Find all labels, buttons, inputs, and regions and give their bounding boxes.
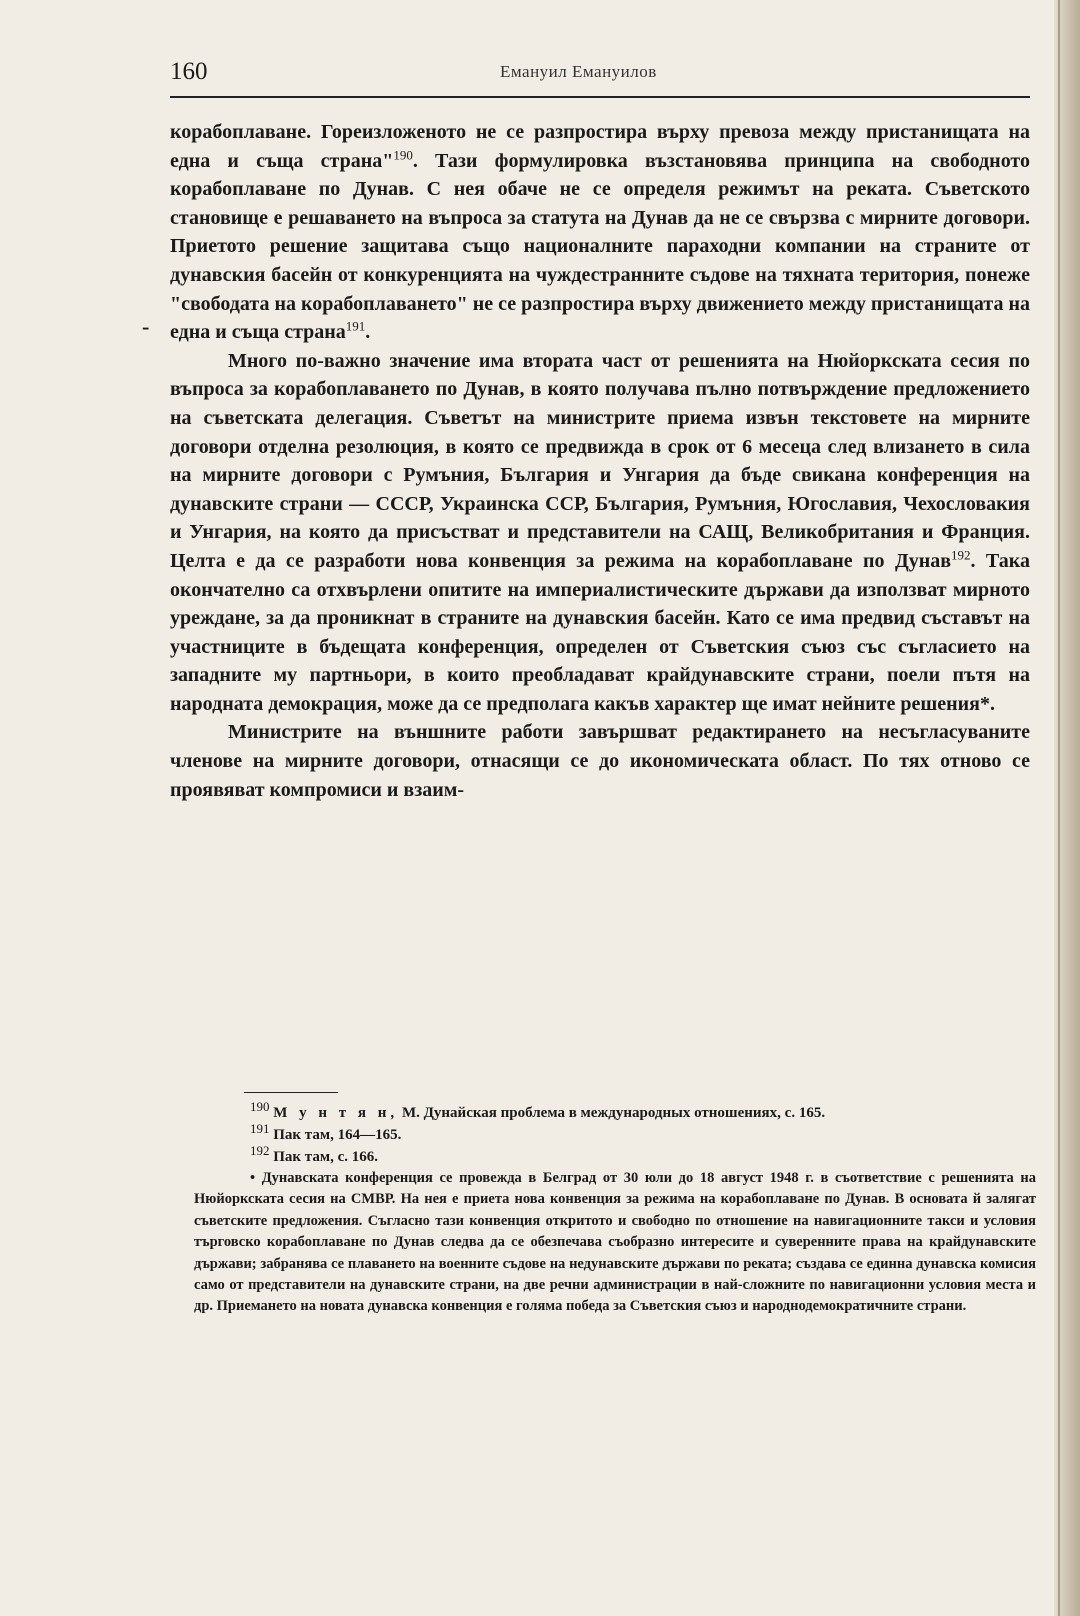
page-header <box>170 52 1030 98</box>
footnote-number-191: 191 <box>250 1121 270 1136</box>
footnote-ref-191: 191 <box>345 318 366 334</box>
footnote-number-192: 192 <box>250 1143 270 1158</box>
paragraph-2 <box>170 347 1030 719</box>
footnote-192-text: Пак там, с. 166. <box>269 1149 378 1165</box>
paragraph-3: Министрите на външните работи завършват редактирането на несъгласуваните членове на мирните договори, отнасящи се до икономическата област. По тях отново се проявяват компромиси и взаим- <box>170 721 1030 801</box>
p1-text-a: корабоплаване. Гореизложеното не се разпростира върху превоза между пристанищата на една и съща страна" <box>170 121 1030 172</box>
footnotes <box>194 1099 1036 1318</box>
footnote-191 <box>194 1121 1036 1146</box>
running-head: Емануил Емануилов <box>500 62 657 81</box>
footnote-190-text: М. Дунайская проблема в международных отношениях, с. 165. <box>398 1105 826 1121</box>
footnote-star: • Дунавската конференция се провежда в Белград от 30 юли до 18 август 1948 г. в съответствие с решенията на Нюйоркската сесия на СМВР. На нея е приета нова конвенция за режима на корабоплаване по Дунав. В основата й залягат съветските предложения. Съгласно тази конвенция откритото и свободно по отношение на навигационните такси и условия търговско корабоплаване по Дунав следва да се обезпечава съобразно интересите и суверенните права на крайдунавските държави; забранява се плаването на военните съдове на недунавските държави по реката; създава се единна дунавска комисия само от представители на дунавските страни, на две речни администрации в най-сложните по навигационни условия места и др. Приемането на новата дунавска конвенция е голяма победа за Съветския съюз и народнодемократичните страни. <box>194 1170 1036 1315</box>
main-text <box>170 118 1030 804</box>
footnote-190-author: М у н т я н, <box>273 1105 399 1121</box>
footnote-ref-192: 192 <box>951 547 971 563</box>
footnote-192 <box>194 1143 1036 1168</box>
p1-text-c: . <box>365 321 371 344</box>
p1-text-b: . Тази формулировка възстановява принципа на свободното корабоплаване по Дунав. С нея обаче не се определя режимът на реката. Съветското становище е решаването на въпроса за статута на Дунав да не се свързва с мирните договори. Приетото решение защитава също националните параходни компании на страните от дунавския басейн от конкуренцията на чуждестранните съдове на тяхната територия, понеже "свободата на корабоплаването" не се разпростира върху движението между пристанищата на една и съща страна <box>170 149 1030 344</box>
footnote-number-190: 190 <box>250 1099 270 1114</box>
footnote-rule <box>244 1092 338 1093</box>
footnote-190 <box>194 1099 1036 1124</box>
footnote-191-text: Пак там, 164—165. <box>269 1127 402 1143</box>
footnote-ref-190: 190 <box>393 146 413 162</box>
p2-text-a: Много по-важно значение има втората част от решенията на Нюйоркската сесия по въпроса за корабоплаването по Дунав, в която получава пълно потвърждение предложението на съветската делегация. Съветът на министрите приема извън текстовете на мирните договори отделна резолюция, в която се предвижда в срок от 6 месеца след влизането в сила на мирните договори с Румъния, България и Унгария да бъде свикана конференция на дунавските страни — СССР, Украинска ССР, България, Румъния, Югославия, Чехословакия и Унгария, на която да присъстват и представители на САЩ, Великобритания и Франция. Целта е да се разработи нова конвенция за режима на корабоплаване по Дунав <box>170 349 1030 572</box>
page-number: 160 <box>170 58 208 85</box>
margin-mark: - <box>142 314 150 339</box>
page-edge-line <box>1058 0 1060 1616</box>
paragraph-1 <box>170 118 1030 347</box>
p2-text-b: . Така окончателно са отхвърлени опитите на империалистическите държави да използват мирното уреждане, за да проникнат в страните на дунавския басейн. Като се има предвид съставът на участниците в бъдещата конференция, определен от Съветския съюз със съгласието на западните му партньори, в които преобладават крайдунавските страни, поели пътя на народната демокрация, може да се предполага какъв характер ще имат нейните решения*. <box>170 549 1030 715</box>
